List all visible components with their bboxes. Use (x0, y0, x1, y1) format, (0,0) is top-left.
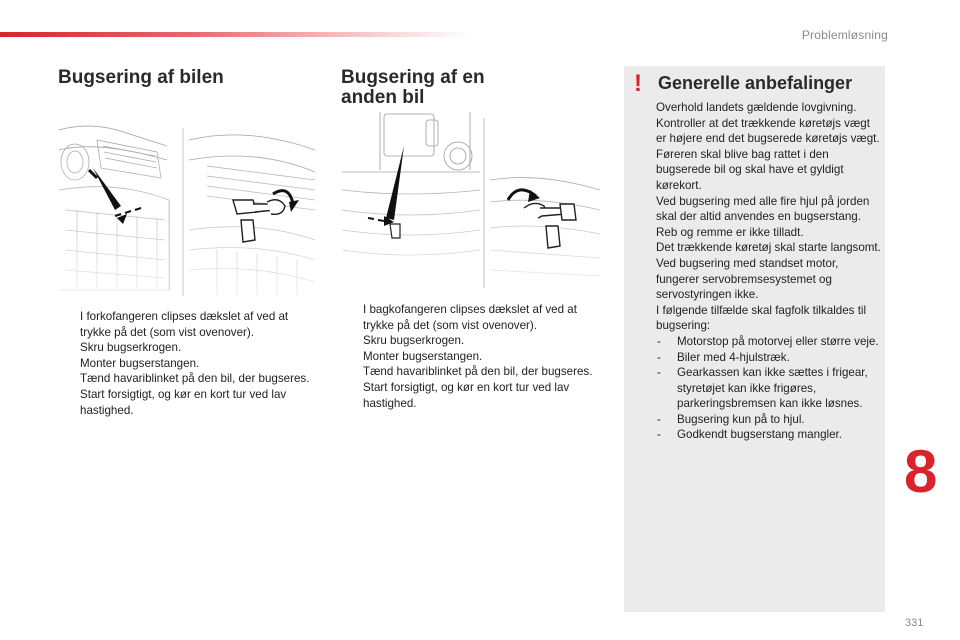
list-item: Monter bugserstangen. (363, 349, 483, 363)
list-item: I forkofangeren clipses dækslet af ved at trykke på det (som vist ovenover). (80, 310, 289, 339)
recommendation-paragraph: I følgende tilfælde skal fagfolk tilkaldes til bugsering: (656, 303, 867, 333)
recommendation-paragraph: Det trækkende køretøj skal starte langsomt. (656, 241, 881, 255)
list-item: Monter bugserstangen. (80, 356, 200, 370)
list-item: - Bugsering kun på to hjul. (657, 412, 805, 426)
recommendations-title: Generelle anbefalinger (658, 73, 853, 93)
list-item: - Motorstop på motorvej eller større veje. (657, 334, 879, 348)
recommendation-paragraph: Kontroller at det trækkende køretøjs vægt er højere end det bugserede køretøjs vægt. (656, 116, 880, 146)
column1-title: Bugsering af bilen (58, 67, 224, 88)
list-item: Tænd havariblinket på den bil, der bugseres. (363, 365, 593, 379)
header-accent-bar (0, 32, 470, 37)
recommendation-paragraph: Overhold landets gældende lovgivning. (656, 101, 857, 114)
list-item: Start forsigtigt, og kør en kort tur ved lav hastighed. (363, 380, 570, 410)
list-item: Start forsigtigt, og kør en kort tur ved lav hastighed. (80, 387, 287, 417)
list-item: I bagkofangeren clipses dækslet af ved at trykke på det (som vist ovenover). (363, 303, 577, 332)
page-number: 331 (905, 617, 924, 629)
column1-steps (58, 309, 320, 418)
rear-bumper-illustration (340, 110, 602, 290)
chapter-number: 8 (904, 438, 938, 505)
recommendations-body (656, 100, 881, 443)
list-item: - Godkendt bugserstang mangler. (657, 428, 842, 442)
list-item: Skru bugserkrogen. (80, 341, 182, 355)
recommendation-paragraph: Føreren skal blive bag rattet i den bugserede bil og skal have et gyldigt kørekort. (656, 147, 844, 192)
list-item: Tænd havariblinket på den bil, der bugseres. (80, 372, 310, 386)
section-label: Problemløsning (801, 28, 888, 42)
warning-icon: ! (634, 70, 642, 97)
recommendation-paragraph: Ved bugsering med standset motor, fungerer servobremsesystemet og servostyringen ikke. (656, 256, 839, 302)
front-bumper-illustration (57, 120, 318, 297)
column2-title: Bugsering af en anden bil (341, 67, 485, 108)
list-item: Skru bugserkrogen. (363, 334, 465, 348)
list-item: - Gearkassen kan ikke sættes i frigear, styretøjet kan ikke frigøres, parkeringsbremsen kan ikke løsnes. (657, 366, 868, 411)
column2-steps (341, 302, 603, 411)
professional-cases-list (656, 334, 881, 443)
recommendation-paragraph: Ved bugsering med alle fire hjul på jorden skal der altid anvendes en bugserstang. Reb og remme er ikke tilladt. (656, 194, 870, 239)
list-item: - Biler med 4-hjulstræk. (657, 350, 790, 364)
